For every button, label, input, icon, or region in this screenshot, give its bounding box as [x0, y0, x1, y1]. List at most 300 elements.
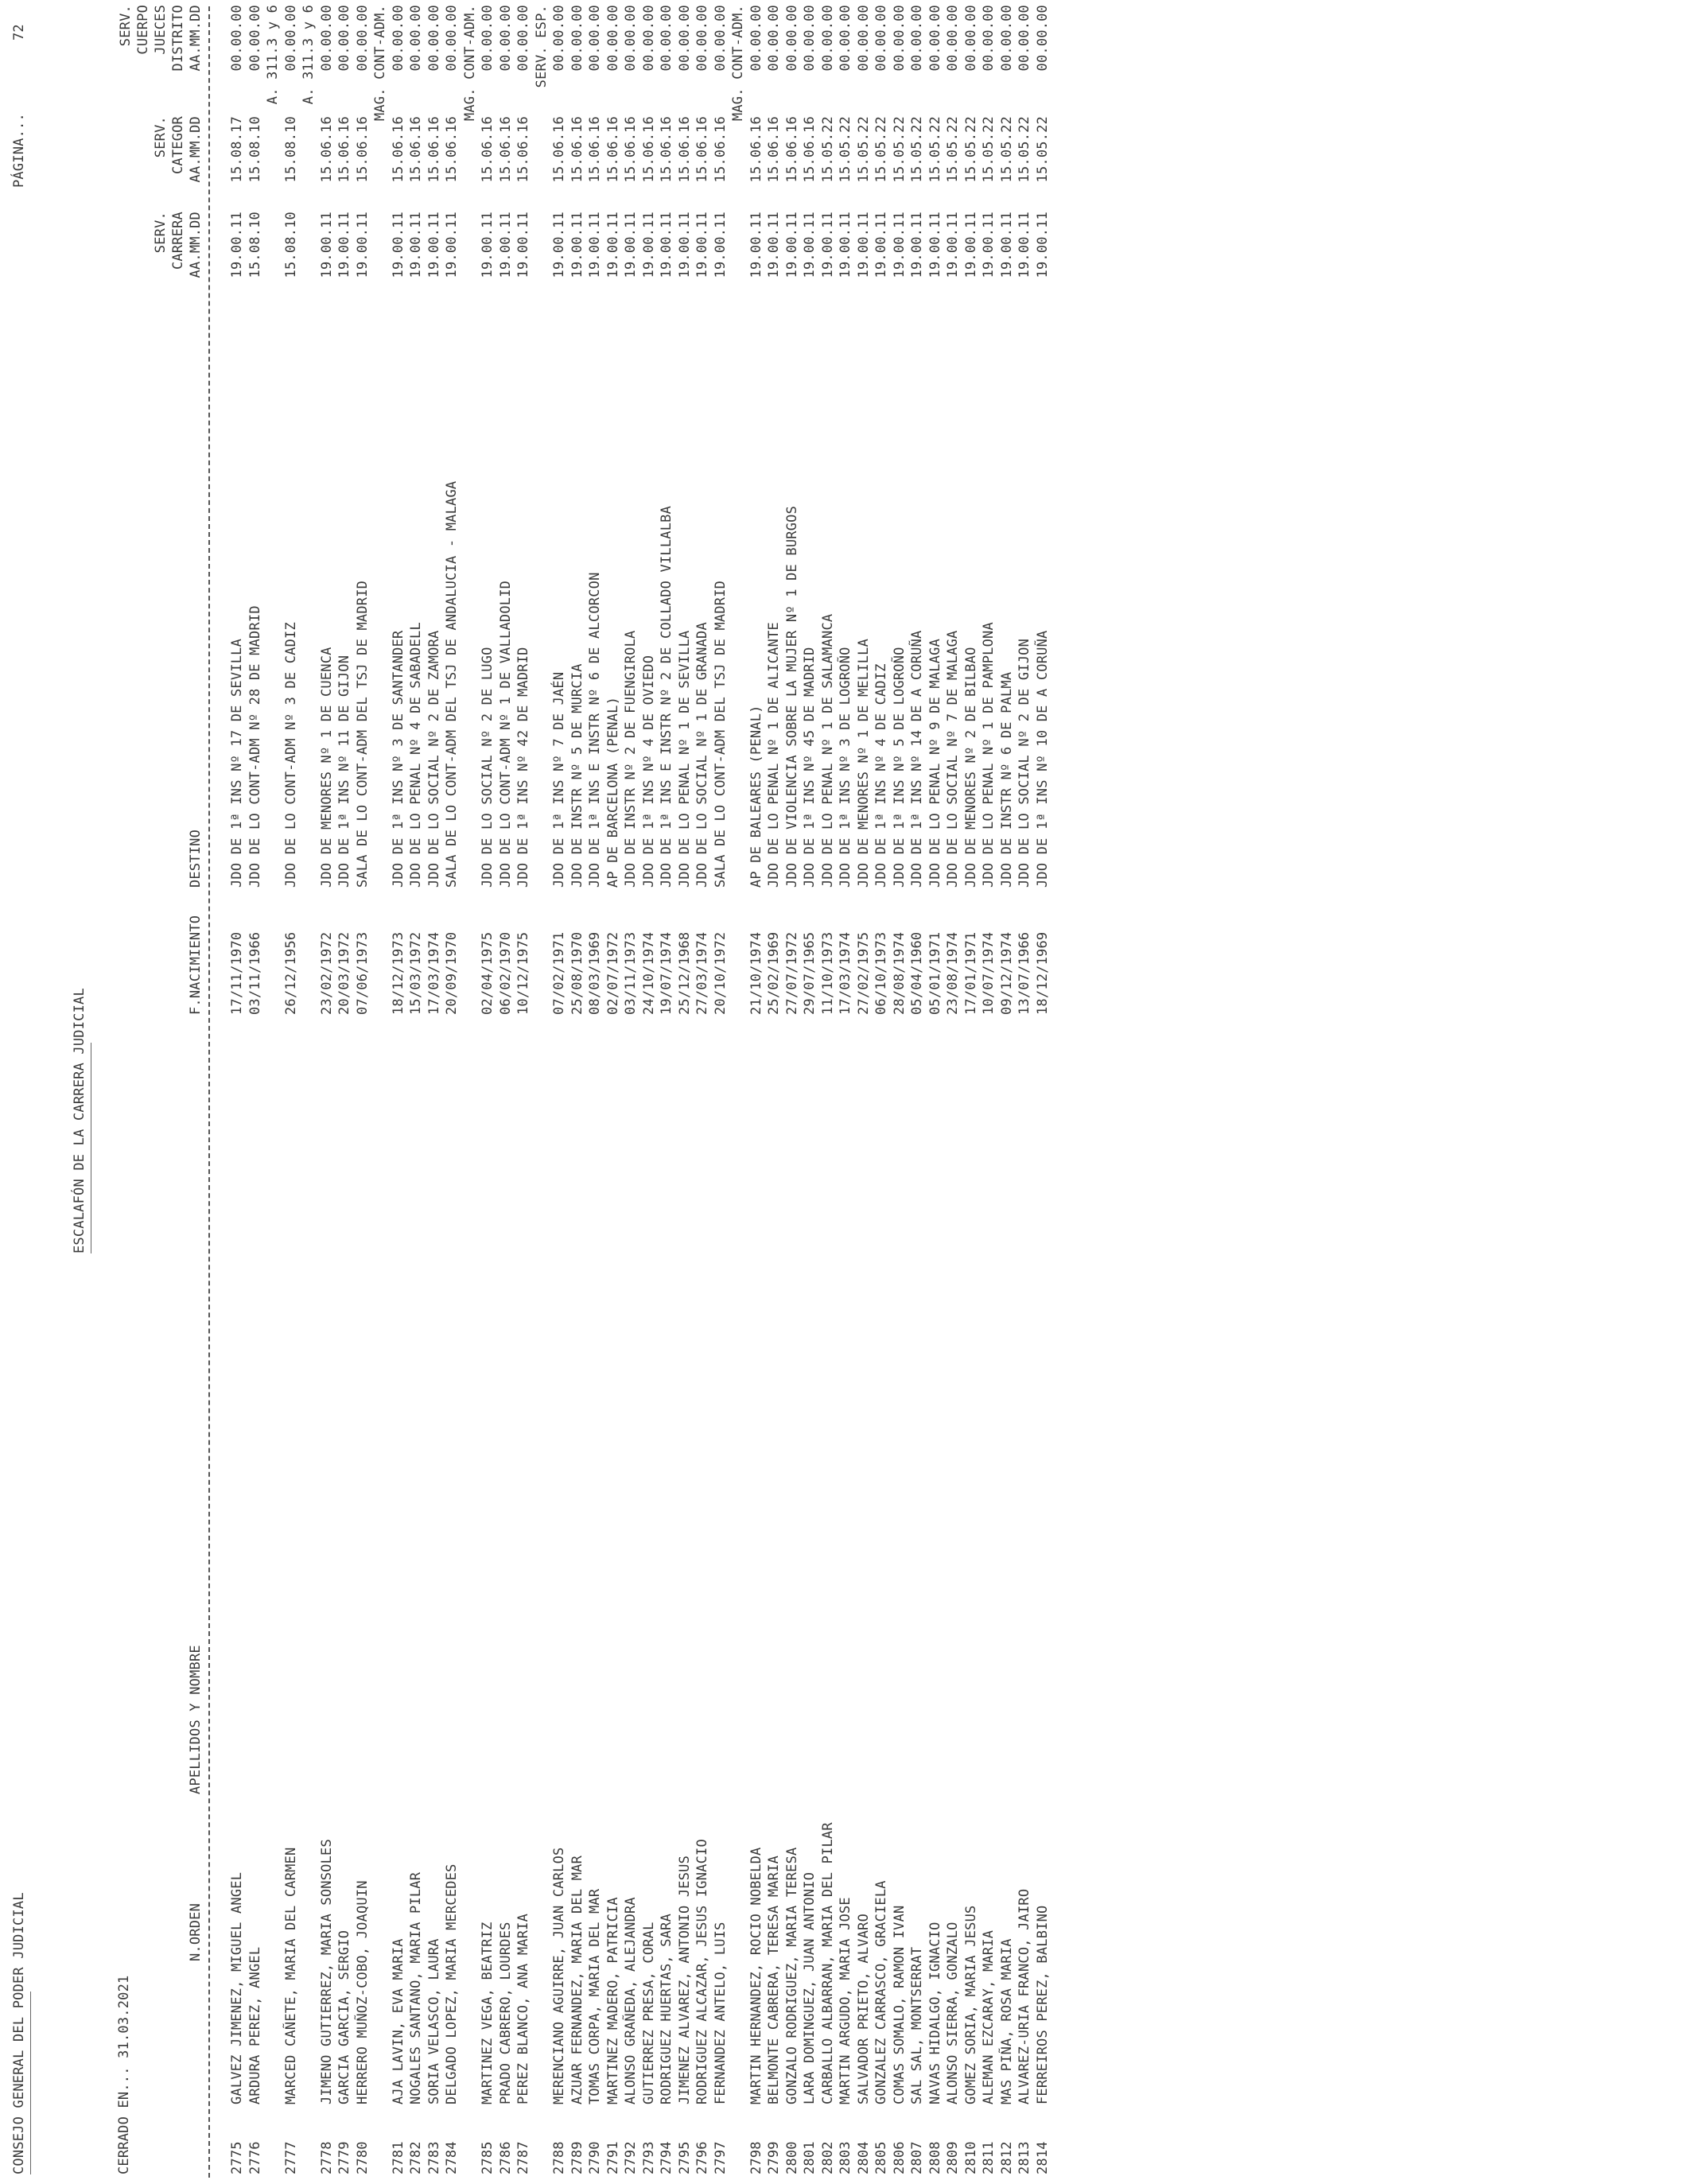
row-number: 2776 — [247, 2141, 263, 2174]
row-serv-cuerpo: 00.00.00 — [891, 5, 908, 72]
row-destination: JDO DE LO SOCIAL Nº 7 DE MALAGA — [945, 630, 961, 888]
col-serv-carrera-l1: SERV. — [153, 212, 169, 254]
row-serv-cuerpo: 00.00.00 — [712, 5, 729, 72]
row-serv-cuerpo: 00.00.00 — [659, 5, 674, 72]
row-destination: JDO DE LO SOCIAL Nº 2 DE ZAMORA — [426, 630, 442, 888]
row-serv-carrera: 19.00.11 — [981, 212, 997, 278]
row-number: 2804 — [855, 2141, 872, 2174]
row-serv-categor: 15.06.16 — [587, 116, 603, 183]
row-birth-date: 07/02/1971 — [551, 931, 567, 1015]
row-number: 2781 — [390, 2141, 406, 2174]
col-serv-cuerpo-l3: JUECES — [153, 5, 169, 55]
row-number: 2801 — [802, 2141, 818, 2174]
row-serv-cuerpo: 00.00.00 — [1034, 5, 1051, 72]
header-separator — [208, 6, 210, 2178]
row-name: MERENCIANO AGUIRRE, JUAN CARLOS — [551, 1847, 567, 2104]
row-name: FERREIROS PEREZ, BALBINO — [1034, 1905, 1051, 2104]
row-serv-carrera: 19.00.11 — [694, 212, 710, 278]
row-destination: JDO DE LO SOCIAL Nº 2 DE GIJON — [1017, 638, 1032, 888]
row-number: 2811 — [981, 2141, 997, 2174]
row-name: PRADO CABRERO, LOURDES — [497, 1922, 514, 2104]
row-serv-carrera: 19.00.11 — [480, 212, 496, 278]
row-serv-carrera: 19.00.11 — [962, 212, 979, 278]
row-name: COMAS SOMALO, RAMON IVAN — [891, 1905, 908, 2104]
row-serv-categor: 15.06.16 — [444, 116, 460, 183]
row-serv-categor: 15.06.16 — [426, 116, 442, 183]
row-birth-date: 11/10/1973 — [819, 931, 836, 1015]
row-serv-carrera: 19.00.11 — [676, 212, 693, 278]
col-serv-categor-l3: AA.MM.DD — [188, 116, 204, 183]
row-serv-carrera: 19.00.11 — [318, 212, 335, 278]
row-serv-cuerpo: 00.00.00 — [336, 5, 352, 72]
col-serv-carrera-l2: CARRERA — [170, 212, 186, 270]
row-name: TOMAS CORPA, MARIA DEL MAR — [587, 1888, 603, 2104]
row-serv-categor: 15.05.22 — [873, 116, 889, 183]
row-number: 2793 — [640, 2141, 657, 2174]
row-name: MARTIN ARGUDO, MARIA JOSE — [838, 1897, 853, 2104]
row-service-note: SERV. ESP. — [533, 5, 550, 88]
row-serv-cuerpo: 00.00.00 — [998, 5, 1015, 72]
row-destination: JDO DE 1ª INS Nº 3 DE LOGROÑO — [838, 647, 853, 888]
row-serv-carrera: 19.00.11 — [802, 212, 818, 278]
row-name: JIMENO GUTIERREZ, MARIA SONSOLES — [318, 1839, 335, 2104]
row-destination: JDO DE LO PENAL Nº 1 DE SEVILLA — [676, 630, 693, 888]
row-number: 2807 — [909, 2141, 925, 2174]
row-destination: JDO DE 1ª INS Nº 3 DE SANTANDER — [390, 630, 406, 888]
row-birth-date: 08/03/1969 — [587, 931, 603, 1015]
row-destination: AP DE BALEARES (PENAL) — [748, 705, 764, 888]
row-number: 2808 — [927, 2141, 943, 2174]
row-name: HERRERO MUÑOZ-COBO, JOAQUIN — [354, 1880, 371, 2104]
row-name: GONZALEZ CARRASCO, GRACIELA — [873, 1880, 889, 2104]
row-serv-carrera: 19.00.11 — [659, 212, 674, 278]
row-destination: JDO DE INSTR Nº 2 DE FUENGIROLA — [623, 630, 639, 888]
row-serv-categor: 15.05.22 — [909, 116, 925, 183]
row-serv-categor: 15.06.16 — [748, 116, 764, 183]
row-birth-date: 27/07/1972 — [783, 931, 800, 1015]
row-destination: JDO DE MENORES Nº 1 DE MELILLA — [855, 638, 872, 888]
row-serv-carrera: 19.00.11 — [783, 212, 800, 278]
row-serv-categor: 15.06.16 — [480, 116, 496, 183]
row-serv-cuerpo: 00.00.00 — [497, 5, 514, 72]
row-serv-cuerpo: 00.00.00 — [569, 5, 585, 72]
row-serv-categor: 15.06.16 — [783, 116, 800, 183]
row-number: 2810 — [962, 2141, 979, 2174]
row-serv-categor: 15.05.22 — [1034, 116, 1051, 183]
row-serv-cuerpo: 00.00.00 — [515, 5, 531, 72]
row-serv-carrera: 19.00.11 — [229, 212, 245, 278]
row-serv-categor: 15.06.16 — [569, 116, 585, 183]
row-birth-date: 17/03/1974 — [838, 931, 853, 1015]
row-name: ALVAREZ-URIA FRANCO, JAIRO — [1017, 1888, 1032, 2104]
row-serv-cuerpo: 00.00.00 — [354, 5, 371, 72]
row-destination: SALA DE LO CONT-ADM DEL TSJ DE MADRID — [712, 580, 729, 888]
row-serv-cuerpo: 00.00.00 — [819, 5, 836, 72]
row-serv-carrera: 19.00.11 — [1034, 212, 1051, 278]
row-serv-cuerpo: 00.00.00 — [909, 5, 925, 72]
row-serv-carrera: 19.00.11 — [497, 212, 514, 278]
row-serv-categor: 15.06.16 — [318, 116, 335, 183]
row-serv-cuerpo: 00.00.00 — [426, 5, 442, 72]
row-number: 2806 — [891, 2141, 908, 2174]
row-destination: JDO DE 1ª INS Nº 5 DE LOGROÑO — [891, 647, 908, 888]
row-serv-cuerpo: 00.00.00 — [551, 5, 567, 72]
organization-title: CONSEJO GENERAL DEL PODER JUDICIAL — [11, 1892, 27, 2174]
row-serv-carrera: 19.00.11 — [891, 212, 908, 278]
row-serv-cuerpo: 00.00.00 — [766, 5, 782, 72]
row-birth-date: 29/07/1965 — [802, 931, 818, 1015]
row-serv-carrera: 19.00.11 — [354, 212, 371, 278]
row-serv-categor: 15.06.16 — [515, 116, 531, 183]
row-number: 2789 — [569, 2141, 585, 2174]
row-service-note: MAG. CONT-ADM. — [372, 5, 388, 122]
row-serv-carrera: 19.00.11 — [551, 212, 567, 278]
row-number: 2799 — [766, 2141, 782, 2174]
row-serv-cuerpo: 00.00.00 — [444, 5, 460, 72]
row-serv-carrera: 19.00.11 — [623, 212, 639, 278]
col-serv-carrera-l3: AA.MM.DD — [188, 212, 204, 278]
col-serv-categor-l2: CATEGOR — [170, 116, 186, 175]
document-title: ESCALAFÓN DE LA CARRERA JUDICIAL — [72, 988, 87, 1253]
row-serv-categor: 15.06.16 — [604, 116, 621, 183]
row-birth-date: 13/07/1966 — [1017, 931, 1032, 1015]
row-serv-cuerpo: 00.00.00 — [783, 5, 800, 72]
row-number: 2783 — [426, 2141, 442, 2174]
row-destination: JDO DE LO PENAL Nº 1 DE SALAMANCA — [819, 613, 836, 888]
row-serv-carrera: 15.08.10 — [247, 212, 263, 278]
col-serv-cuerpo-l2: CUERPO — [135, 5, 151, 55]
col-serv-cuerpo-l5: AA.MM.DD — [188, 5, 204, 72]
row-number: 2802 — [819, 2141, 836, 2174]
row-name: MARCED CAÑETE, MARIA DEL CARMEN — [282, 1847, 299, 2104]
col-serv-cuerpo-l4: DISTRITO — [170, 5, 186, 72]
row-name: MARTIN HERNANDEZ, ROCIO NOBELDA — [748, 1847, 764, 2104]
row-serv-categor: 15.06.16 — [408, 116, 424, 183]
row-destination: JDO DE 1ª INS Nº 17 DE SEVILLA — [229, 638, 245, 888]
row-serv-categor: 15.05.22 — [819, 116, 836, 183]
row-serv-cuerpo: 00.00.00 — [855, 5, 872, 72]
row-serv-categor: 15.05.22 — [981, 116, 997, 183]
row-birth-date: 18/12/1973 — [390, 931, 406, 1015]
row-destination: SALA DE LO CONT-ADM DEL TSJ DE MADRID — [354, 580, 371, 888]
row-birth-date: 15/03/1972 — [408, 931, 424, 1015]
row-number: 2785 — [480, 2141, 496, 2174]
row-birth-date: 20/03/1972 — [336, 931, 352, 1015]
row-serv-cuerpo: 00.00.00 — [873, 5, 889, 72]
row-birth-date: 25/08/1970 — [569, 931, 585, 1015]
row-serv-cuerpo: 00.00.00 — [945, 5, 961, 72]
row-service-note: A. 311.3 y 6 — [301, 5, 317, 105]
row-birth-date: 20/10/1972 — [712, 931, 729, 1015]
row-serv-carrera: 19.00.11 — [587, 212, 603, 278]
row-destination: JDO DE 1ª INS Nº 45 DE MADRID — [802, 647, 818, 888]
row-name: DELGADO LOPEZ, MARIA MERCEDES — [444, 1863, 460, 2104]
row-birth-date: 06/10/1973 — [873, 931, 889, 1015]
row-serv-carrera: 19.00.11 — [998, 212, 1015, 278]
row-destination: JDO DE 1ª INS Nº 42 DE MADRID — [515, 647, 531, 888]
row-birth-date: 19/07/1974 — [659, 931, 674, 1015]
col-serv-cuerpo-l1: SERV. — [118, 5, 134, 47]
row-serv-cuerpo: 00.00.00 — [623, 5, 639, 72]
row-destination: JDO DE LO SOCIAL Nº 2 DE LUGO — [480, 647, 496, 888]
row-serv-categor: 15.05.22 — [891, 116, 908, 183]
row-serv-cuerpo: 00.00.00 — [390, 5, 406, 72]
row-birth-date: 02/07/1972 — [604, 931, 621, 1015]
row-destination: JDO DE 1ª INS E INSTR Nº 6 DE ALCORCON — [587, 572, 603, 888]
row-name: JIMENEZ ALVAREZ, ANTONIO JESUS — [676, 1855, 693, 2104]
row-serv-carrera: 19.00.11 — [390, 212, 406, 278]
col-f-nacimiento: F.NACIMIENTO — [188, 915, 204, 1015]
row-serv-carrera: 15.08.10 — [282, 212, 299, 278]
row-number: 2791 — [604, 2141, 621, 2174]
row-number: 2814 — [1034, 2141, 1051, 2174]
row-name: GARCIA GARCIA, SERGIO — [336, 1929, 352, 2104]
row-name: CARBALLO ALBARRAN, MARIA DEL PILAR — [819, 1822, 836, 2104]
row-birth-date: 18/12/1969 — [1034, 931, 1051, 1015]
row-name: BELMONTE CABRERA, TERESA MARIA — [766, 1855, 782, 2104]
row-destination: JDO DE 1ª INS E INSTR Nº 2 DE COLLADO VILLALBA — [659, 505, 674, 888]
row-destination: JDO DE 1ª INS Nº 10 DE A CORUÑA — [1034, 630, 1051, 888]
row-serv-categor: 15.06.16 — [802, 116, 818, 183]
row-name: ALONSO GRAÑEDA, ALEJANDRA — [623, 1897, 639, 2104]
row-name: GONZALO RODRIGUEZ, MARIA TERESA — [783, 1847, 800, 2104]
row-destination: JDO DE VIOLENCIA SOBRE LA MUJER Nº 1 DE BURGOS — [783, 505, 800, 888]
row-name: GALVEZ JIMENEZ, MIGUEL ANGEL — [229, 1871, 245, 2104]
row-serv-categor: 15.06.16 — [659, 116, 674, 183]
row-service-note: MAG. CONT-ADM. — [461, 5, 478, 122]
row-serv-carrera: 19.00.11 — [766, 212, 782, 278]
row-birth-date: 28/08/1974 — [891, 931, 908, 1015]
row-birth-date: 17/01/1971 — [962, 931, 979, 1015]
row-name: MAS PIÑA, ROSA MARIA — [998, 1938, 1015, 2104]
row-number: 2788 — [551, 2141, 567, 2174]
row-number: 2782 — [408, 2141, 424, 2174]
row-destination: JDO DE 1ª INS Nº 7 DE JAÉN — [551, 671, 567, 888]
row-birth-date: 20/09/1970 — [444, 931, 460, 1015]
row-name: ALONSO SIERRA, GONZALO — [945, 1922, 961, 2104]
row-serv-categor: 15.05.22 — [998, 116, 1015, 183]
row-name: MARTINEZ VEGA, BEATRIZ — [480, 1922, 496, 2104]
row-number: 2780 — [354, 2141, 371, 2174]
row-serv-categor: 15.06.16 — [336, 116, 352, 183]
row-number: 2786 — [497, 2141, 514, 2174]
col-n-orden: N.ORDEN — [188, 1902, 204, 1961]
row-serv-carrera: 19.00.11 — [569, 212, 585, 278]
row-serv-cuerpo: 00.00.00 — [676, 5, 693, 72]
row-birth-date: 07/06/1973 — [354, 931, 371, 1015]
row-number: 2809 — [945, 2141, 961, 2174]
row-serv-carrera: 19.00.11 — [336, 212, 352, 278]
closing-date: CERRADO EN... 31.03.2021 — [116, 1975, 132, 2174]
organization-underline — [30, 1992, 31, 2174]
row-serv-carrera: 19.00.11 — [426, 212, 442, 278]
row-serv-cuerpo: 00.00.00 — [748, 5, 764, 72]
row-name: NOGALES SANTANO, MARIA PILAR — [408, 1871, 424, 2104]
row-number: 2803 — [838, 2141, 853, 2174]
row-serv-carrera: 19.00.11 — [873, 212, 889, 278]
row-serv-cuerpo: 00.00.00 — [802, 5, 818, 72]
row-serv-cuerpo: 00.00.00 — [480, 5, 496, 72]
row-birth-date: 10/12/1975 — [515, 931, 531, 1015]
row-service-note: MAG. CONT-ADM. — [730, 5, 746, 122]
row-name: RODRIGUEZ ALCAZAR, JESUS IGNACIO — [694, 1839, 710, 2104]
row-birth-date: 24/10/1974 — [640, 931, 657, 1015]
row-number: 2813 — [1017, 2141, 1032, 2174]
row-birth-date: 21/10/1974 — [748, 931, 764, 1015]
row-serv-categor: 15.06.16 — [694, 116, 710, 183]
row-birth-date: 25/02/1969 — [766, 931, 782, 1015]
row-birth-date: 17/11/1970 — [229, 931, 245, 1015]
row-number: 2795 — [676, 2141, 693, 2174]
row-destination: JDO DE MENORES Nº 1 DE CUENCA — [318, 647, 335, 888]
row-name: AJA LAVIN, EVA MARIA — [390, 1938, 406, 2104]
row-serv-carrera: 19.00.11 — [909, 212, 925, 278]
row-serv-categor: 15.08.10 — [247, 116, 263, 183]
row-name: MARTINEZ MADERO, PATRICIA — [604, 1897, 621, 2104]
row-number: 2796 — [694, 2141, 710, 2174]
row-destination: JDO DE MENORES Nº 2 DE BILBAO — [962, 647, 979, 888]
row-birth-date: 03/11/1973 — [623, 931, 639, 1015]
row-destination: JDO DE LO SOCIAL Nº 1 DE GRANADA — [694, 622, 710, 888]
row-name: RODRIGUEZ HUERTAS, SARA — [659, 1913, 674, 2104]
row-serv-carrera: 19.00.11 — [838, 212, 853, 278]
row-serv-cuerpo: 00.00.00 — [981, 5, 997, 72]
row-serv-carrera: 19.00.11 — [1017, 212, 1032, 278]
row-destination: JDO DE 1ª INS Nº 14 DE A CORUÑA — [909, 630, 925, 888]
row-destination: JDO DE LO PENAL Nº 1 DE ALICANTE — [766, 622, 782, 888]
row-number: 2784 — [444, 2141, 460, 2174]
row-serv-carrera: 19.00.11 — [748, 212, 764, 278]
row-serv-cuerpo: 00.00.00 — [247, 5, 263, 72]
row-number: 2798 — [748, 2141, 764, 2174]
row-name: AZUAR FERNANDEZ, MARIA DEL MAR — [569, 1855, 585, 2104]
row-destination: SALA DE LO CONT-ADM DEL TSJ DE ANDALUCIA - MALAGA — [444, 480, 460, 888]
row-serv-categor: 15.06.16 — [623, 116, 639, 183]
row-birth-date: 26/12/1956 — [282, 931, 299, 1015]
row-birth-date: 23/02/1972 — [318, 931, 335, 1015]
row-serv-carrera: 19.00.11 — [408, 212, 424, 278]
row-serv-cuerpo: 00.00.00 — [927, 5, 943, 72]
row-number: 2790 — [587, 2141, 603, 2174]
row-birth-date: 09/12/1974 — [998, 931, 1015, 1015]
row-birth-date: 10/07/1974 — [981, 931, 997, 1015]
row-serv-cuerpo: 00.00.00 — [1017, 5, 1032, 72]
row-birth-date: 05/04/1960 — [909, 931, 925, 1015]
row-destination: JDO DE LO PENAL Nº 9 DE MALAGA — [927, 638, 943, 888]
row-serv-categor: 15.06.16 — [354, 116, 371, 183]
row-birth-date: 23/08/1974 — [945, 931, 961, 1015]
row-serv-carrera: 19.00.11 — [927, 212, 943, 278]
row-destination: JDO DE INSTR Nº 6 DE PALMA — [998, 671, 1015, 888]
row-name: NAVAS HIDALGO, IGNACIO — [927, 1922, 943, 2104]
row-serv-categor: 15.08.17 — [229, 116, 245, 183]
row-serv-categor: 15.05.22 — [962, 116, 979, 183]
row-number: 2797 — [712, 2141, 729, 2174]
row-serv-cuerpo: 00.00.00 — [408, 5, 424, 72]
row-serv-cuerpo: 00.00.00 — [282, 5, 299, 72]
row-destination: JDO DE LO CONT-ADM Nº 1 DE VALLADOLID — [497, 580, 514, 888]
row-serv-categor: 15.05.22 — [945, 116, 961, 183]
row-destination: JDO DE 1ª INS Nº 4 DE CADIZ — [873, 663, 889, 888]
row-serv-categor: 15.06.16 — [551, 116, 567, 183]
row-destination: JDO DE LO CONT-ADM Nº 3 DE CADIZ — [282, 622, 299, 888]
row-serv-carrera: 19.00.11 — [604, 212, 621, 278]
row-number: 2775 — [229, 2141, 245, 2174]
row-name: ALEMAN EZCARAY, MARIA — [981, 1929, 997, 2104]
row-serv-categor: 15.06.16 — [640, 116, 657, 183]
row-destination: JDO DE LO PENAL Nº 1 DE PAMPLONA — [981, 622, 997, 888]
row-birth-date: 03/11/1966 — [247, 931, 263, 1015]
row-number: 2778 — [318, 2141, 335, 2174]
row-number: 2800 — [783, 2141, 800, 2174]
row-birth-date: 27/02/1975 — [855, 931, 872, 1015]
col-apellidos-nombre: APELLIDOS Y NOMBRE — [188, 1645, 204, 1794]
row-name: FERNANDEZ ANTELO, LUIS — [712, 1922, 729, 2104]
row-number: 2787 — [515, 2141, 531, 2174]
row-name: LARA DOMINGUEZ, JUAN ANTONIO — [802, 1871, 818, 2104]
row-name: GUTIERREZ PRESA, CORAL — [640, 1922, 657, 2104]
row-name: GOMEZ SORIA, MARIA JESUS — [962, 1905, 979, 2104]
row-number: 2792 — [623, 2141, 639, 2174]
row-serv-carrera: 19.00.11 — [712, 212, 729, 278]
page-number: 72 — [11, 24, 27, 41]
row-number: 2805 — [873, 2141, 889, 2174]
row-serv-categor: 15.05.22 — [1017, 116, 1032, 183]
row-serv-cuerpo: 00.00.00 — [229, 5, 245, 72]
row-serv-carrera: 19.00.11 — [444, 212, 460, 278]
row-destination: JDO DE LO CONT-ADM Nº 28 DE MADRID — [247, 605, 263, 888]
row-serv-cuerpo: 00.00.00 — [838, 5, 853, 72]
row-birth-date: 27/03/1974 — [694, 931, 710, 1015]
row-number: 2812 — [998, 2141, 1015, 2174]
row-serv-cuerpo: 00.00.00 — [587, 5, 603, 72]
row-destination: JDO DE INSTR Nº 5 DE MURCIA — [569, 663, 585, 888]
row-name: SALVADOR PRIETO, ALVARO — [855, 1913, 872, 2104]
row-serv-carrera: 19.00.11 — [945, 212, 961, 278]
row-serv-categor: 15.05.22 — [927, 116, 943, 183]
row-serv-categor: 15.06.16 — [676, 116, 693, 183]
row-service-note: A. 311.3 y 6 — [265, 5, 281, 105]
col-destino: DESTINO — [188, 829, 204, 888]
row-destination: JDO DE LO PENAL Nº 4 DE SABADELL — [408, 622, 424, 888]
row-serv-categor: 15.05.22 — [855, 116, 872, 183]
row-number: 2794 — [659, 2141, 674, 2174]
row-birth-date: 05/01/1971 — [927, 931, 943, 1015]
row-serv-categor: 15.06.16 — [497, 116, 514, 183]
row-serv-carrera: 19.00.11 — [855, 212, 872, 278]
row-destination: JDO DE 1ª INS Nº 4 DE OVIEDO — [640, 655, 657, 888]
row-number: 2777 — [282, 2141, 299, 2174]
row-serv-categor: 15.05.22 — [838, 116, 853, 183]
row-name: PEREZ BLANCO, ANA MARIA — [515, 1913, 531, 2104]
row-serv-categor: 15.08.10 — [282, 116, 299, 183]
row-name: SAL SAL, MONTSERRAT — [909, 1946, 925, 2104]
page-label: PÁGINA... — [11, 113, 27, 188]
col-serv-categor-l1: SERV. — [153, 116, 169, 158]
row-birth-date: 02/04/1975 — [480, 931, 496, 1015]
row-birth-date: 25/12/1968 — [676, 931, 693, 1015]
row-serv-cuerpo: 00.00.00 — [318, 5, 335, 72]
row-serv-cuerpo: 00.00.00 — [694, 5, 710, 72]
row-name: ARDURA PEREZ, ANGEL — [247, 1946, 263, 2104]
row-serv-cuerpo: 00.00.00 — [962, 5, 979, 72]
row-birth-date: 06/02/1970 — [497, 931, 514, 1015]
row-serv-cuerpo: 00.00.00 — [640, 5, 657, 72]
row-serv-carrera: 19.00.11 — [515, 212, 531, 278]
row-destination: AP DE BARCELONA (PENAL) — [604, 696, 621, 888]
row-serv-categor: 15.06.16 — [766, 116, 782, 183]
row-serv-categor: 15.06.16 — [712, 116, 729, 183]
